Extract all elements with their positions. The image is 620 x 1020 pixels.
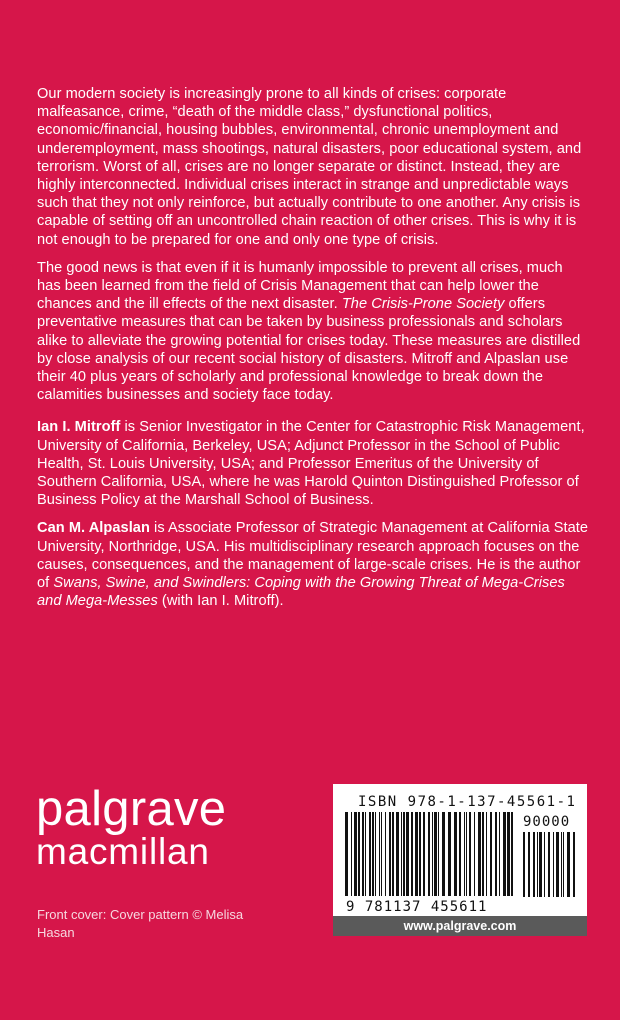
author-2-bio-a: is Associate Professor of Strategic Management at California State University, Northridge, USA. His multidisciplinary research approach focuses on the causes, consequences, and the management of large-scale crises. He is the author of bbox=[37, 520, 589, 592]
barcode-bar bbox=[434, 812, 437, 896]
barcode-bar bbox=[482, 812, 484, 896]
barcode-bar bbox=[403, 812, 405, 896]
isbn-text: ISBN 978-1-137-45561-1 bbox=[358, 794, 577, 810]
barcode-bar bbox=[442, 812, 445, 896]
author-bio-2 bbox=[37, 519, 589, 610]
barcode-bar bbox=[495, 812, 497, 896]
barcode-bar bbox=[381, 812, 382, 896]
barcode-bar bbox=[474, 812, 475, 896]
blurb-paragraph-2-text-b: offers preventative measures that can be taken by business professionals and scholars alike to alleviate the growing potential for crises today. These measures are distilled by close analysis of our recent social history of disasters. Mitroff and Alpaslan use their 40 plus years of scholarly and professional knowledge to break down the calamities businesses and society face today. bbox=[37, 296, 581, 404]
barcode-bar bbox=[375, 812, 376, 896]
blurb-paragraph-2-text-a: The good news is that even if it is humanly impossible to prevent all crises, much has been learned from the field of Crisis Management that can help lower the chances and the ill effects of the next disaster. bbox=[37, 259, 563, 313]
cover-credit: Front cover: Cover pattern © Melisa Hasan bbox=[37, 907, 244, 940]
barcode-bar bbox=[411, 812, 413, 896]
barcode-panel bbox=[333, 784, 587, 936]
ean-barcode bbox=[345, 812, 517, 900]
barcode-bar bbox=[544, 832, 545, 897]
barcode-bar bbox=[392, 812, 394, 896]
barcode-bar bbox=[486, 812, 487, 896]
author-1-name: Ian I. Mitroff bbox=[37, 419, 121, 436]
barcode-bar bbox=[423, 812, 425, 896]
barcode-bar bbox=[466, 812, 467, 896]
publisher-logo bbox=[36, 782, 227, 872]
author-2-name: Can M. Alpaslan bbox=[37, 520, 150, 537]
barcode-bar bbox=[401, 812, 402, 896]
barcode-bar bbox=[567, 832, 570, 897]
barcode-bar bbox=[533, 832, 535, 897]
barcode-bar bbox=[345, 812, 348, 896]
barcode-bar bbox=[548, 832, 550, 897]
publisher-logo-line-1: palgrave bbox=[36, 782, 227, 836]
barcode-bar bbox=[354, 812, 357, 896]
barcode-bar bbox=[573, 832, 575, 897]
blurb-paragraph-1-text: Our modern society is increasingly prone to all kinds of crises: corporate malfeasance, crime, “death of the middle class,” dysfunctional politics, economic/financial, housing bubbles, environmental, chronic unemployment and underemployment, mass shootings, natural disasters, poor educational system, and terrorism. Worst of all, crises are no longer separate or distinct. Instead, they are highly interconnected. Individual crises interact in strange and unpredictable ways such that they not only reinforce, but actually contribute to one another. Any crisis is capable of setting off an uncontrolled chain reaction of other crises. This is why it is not enough to be prepared for one and only one type of crisis. bbox=[37, 86, 582, 248]
barcode-bar bbox=[372, 812, 374, 896]
addon-barcode bbox=[523, 832, 578, 899]
author-1-bio: is Senior Investigator in the Center for Catastrophic Risk Management, University of California, Berkeley, USA; Adjunct Professor in the School of Public Health, St. Louis University, USA; and Professor Emeritus of the University of Southern California, USA, where he was Harold Quinton Distinguished Professor of Business Policy at the Marshall School of Business. bbox=[37, 419, 585, 509]
author-2-book-title: Swans, Swine, and Swindlers: Coping with the Growing Threat of Mega-Crises and Mega-Messes bbox=[37, 575, 565, 610]
barcode-bar bbox=[351, 812, 352, 896]
barcode-bar bbox=[507, 812, 510, 896]
publisher-url: www.palgrave.com bbox=[333, 916, 587, 936]
barcode-bar bbox=[385, 812, 386, 896]
barcode-bar bbox=[415, 812, 418, 896]
barcode-bar bbox=[379, 812, 380, 896]
barcode-bar bbox=[365, 812, 366, 896]
book-title: The Crisis-Prone Society bbox=[341, 296, 505, 313]
barcode-bar bbox=[503, 812, 506, 896]
barcode-bar bbox=[358, 812, 360, 896]
publisher-logo-line-2: macmillan bbox=[36, 831, 210, 872]
barcode-bar bbox=[523, 832, 525, 897]
barcode-bar bbox=[389, 812, 391, 896]
barcode-bar bbox=[539, 832, 542, 897]
barcode-bar bbox=[432, 812, 433, 896]
barcode-bar bbox=[448, 812, 451, 896]
barcode-bar bbox=[459, 812, 461, 896]
author-bio-1 bbox=[37, 418, 589, 509]
barcode-bar bbox=[553, 832, 554, 897]
barcode-bar bbox=[469, 812, 471, 896]
barcode-bar bbox=[499, 812, 500, 896]
barcode-bar bbox=[428, 812, 430, 896]
blurb-paragraph-2 bbox=[37, 259, 589, 405]
barcode-bar bbox=[563, 832, 564, 897]
barcode-bar bbox=[454, 812, 457, 896]
barcode-bar bbox=[362, 812, 364, 896]
blurb-paragraph-1 bbox=[37, 85, 589, 249]
barcode-bar bbox=[561, 832, 562, 897]
barcode-bar bbox=[438, 812, 439, 896]
barcode-bar bbox=[511, 812, 513, 896]
price-code: 90000 bbox=[523, 814, 571, 830]
barcode-bar bbox=[419, 812, 421, 896]
barcode-bar bbox=[406, 812, 409, 896]
ean-digits: 9 781137 455611 bbox=[346, 899, 488, 915]
barcode-bar bbox=[369, 812, 371, 896]
author-2-bio-b: (with Ian I. Mitroff). bbox=[157, 593, 284, 610]
barcode-bar bbox=[396, 812, 399, 896]
blurb-text bbox=[37, 85, 589, 620]
barcode-bar bbox=[537, 832, 538, 897]
barcode-bar bbox=[556, 832, 559, 897]
barcode-bar bbox=[490, 812, 492, 896]
barcode-bar bbox=[528, 832, 530, 897]
barcode-bar bbox=[464, 812, 465, 896]
barcode-bar bbox=[478, 812, 481, 896]
